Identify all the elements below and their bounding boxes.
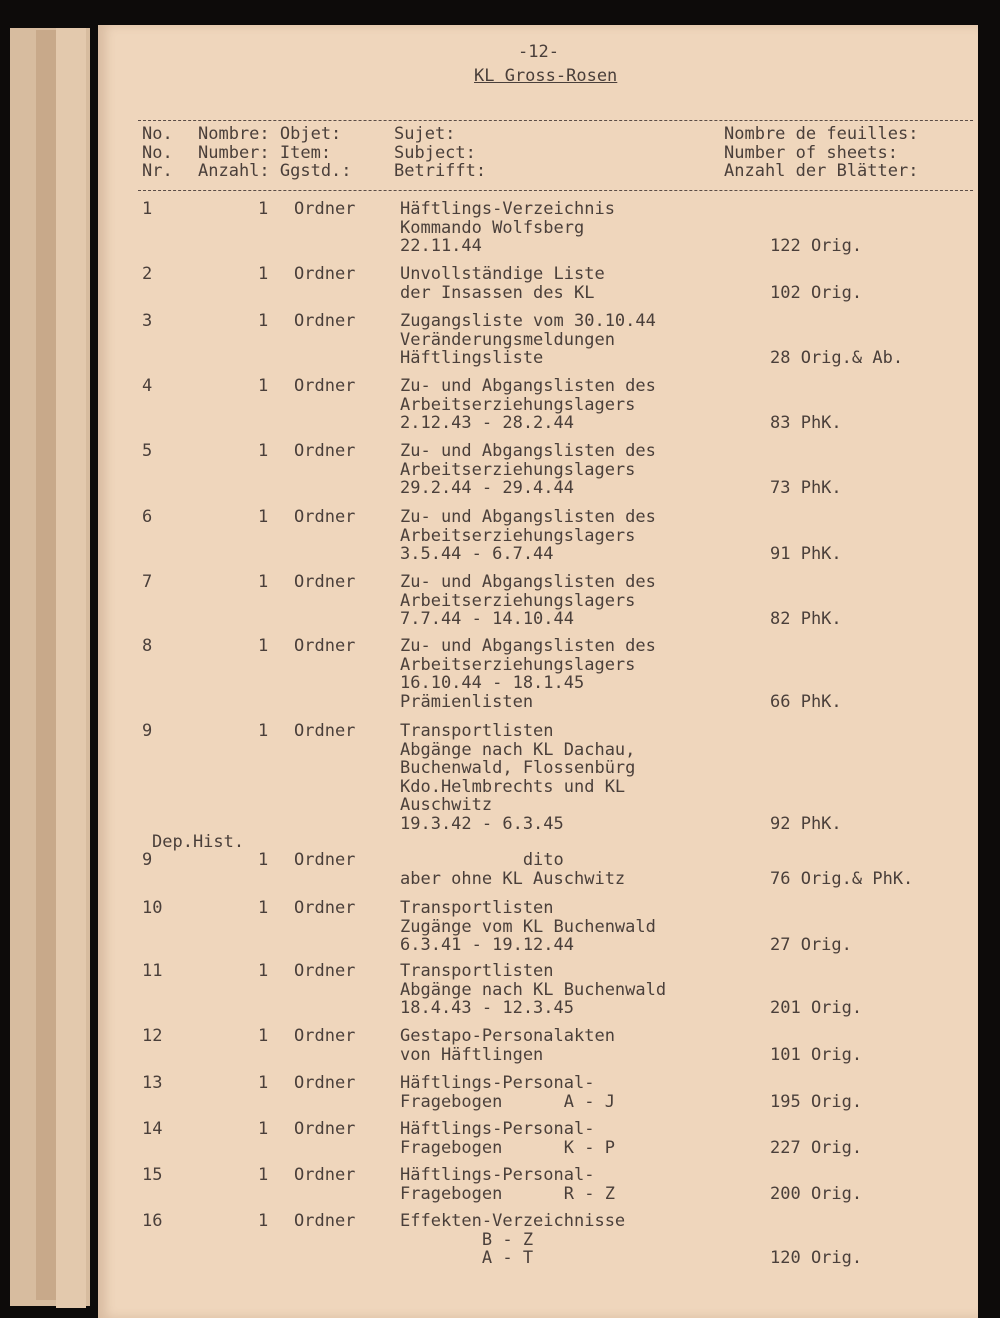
row-number: 16 (142, 1211, 163, 1231)
row-object: Ordner (294, 721, 356, 741)
row-sheets: 91 PhK. (770, 544, 842, 564)
page-edge-light (56, 28, 86, 1308)
row-count: 1 (258, 572, 269, 592)
row-count: 1 (258, 264, 269, 284)
page-number: -12- (518, 42, 559, 62)
row-subject: Zu- und Abgangslisten des Arbeitserziehungslagers 16.10.44 - 18.1.45 Prämienlisten (400, 636, 656, 712)
row-sheets: 195 Orig. (770, 1091, 863, 1112)
row-sheets: 200 Orig. (770, 1183, 863, 1204)
row-count: 1 (258, 850, 269, 870)
row-subject: Zu- und Abgangslisten des Arbeitserziehungslagers 29.2.44 - 29.4.44 (400, 441, 656, 498)
row-subject: Transportlisten Zugänge vom KL Buchenwald 6.3.41 - 19.12.44 (400, 898, 656, 955)
row-subject: Gestapo-Personalakten von Häftlingen (400, 1026, 615, 1065)
row-sheets: 66 PhK. (770, 691, 842, 712)
row-count: 1 (258, 1119, 269, 1139)
row-subject: Effekten-Verzeichnisse B - Z A - T (400, 1211, 626, 1268)
row-object: Ordner (294, 572, 356, 592)
row-sheets: 73 PhK. (770, 478, 842, 498)
row-object: Ordner (294, 898, 356, 918)
row-sheets: 120 Orig. (770, 1248, 863, 1268)
row-object: Ordner (294, 1073, 356, 1093)
row-object: Ordner (294, 376, 356, 396)
row-number: 12 (142, 1026, 163, 1046)
row-number: 11 (142, 961, 163, 981)
row-object: Ordner (294, 1119, 356, 1139)
row-count: 1 (258, 376, 269, 396)
row-object: Ordner (294, 1165, 356, 1185)
row-object: Ordner (294, 636, 356, 656)
row-count: 1 (258, 199, 269, 219)
header-sheets: Nombre de feuilles: Number of sheets: Anzahl der Blätter: (724, 124, 919, 181)
row-subject: Zu- und Abgangslisten des Arbeitserziehungslagers 3.5.44 - 6.7.44 (400, 507, 656, 564)
document-page (98, 25, 978, 1318)
header-count-object: Nombre: Objet: Number: Item: Anzahl: Ggstd.: (198, 124, 352, 181)
row-subject: Häftlings-Personal- Fragebogen K - P (400, 1119, 615, 1158)
header-no: No. No. Nr. (142, 124, 173, 181)
row-number: 14 (142, 1119, 163, 1139)
row-count: 1 (258, 1073, 269, 1093)
row-object: Ordner (294, 1026, 356, 1046)
dep-hist-label: Dep.Hist. (152, 832, 245, 852)
row-sheets: 76 Orig.& PhK. (770, 868, 914, 889)
row-subject: Zu- und Abgangslisten des Arbeitserziehungslagers 7.7.44 - 14.10.44 (400, 572, 656, 629)
row-object: Ordner (294, 850, 356, 870)
row-object: Ordner (294, 1211, 356, 1231)
row-number: 13 (142, 1073, 163, 1093)
row-subject: Unvollständige Liste der Insassen des KL (400, 264, 605, 303)
row-count: 1 (258, 721, 269, 741)
row-number: 1 (142, 199, 153, 219)
header-subject: Sujet: Subject: Betrifft: (394, 124, 487, 181)
row-count: 1 (258, 1211, 269, 1231)
row-object: Ordner (294, 311, 356, 331)
row-number: 4 (142, 376, 153, 396)
row-number: 15 (142, 1165, 163, 1185)
row-number: 10 (142, 898, 163, 918)
row-count: 1 (258, 636, 269, 656)
row-sheets: 28 Orig.& Ab. (770, 348, 904, 368)
row-subject: Transportlisten Abgänge nach KL Dachau, Buchenwald, Flossenbürg Kdo.Helmbrechts und KL Auschwitz 19.3.42 - 6.3.45 (400, 721, 636, 834)
row-subject: Zugangsliste vom 30.10.44 Veränderungsmeldungen Häftlingsliste (400, 311, 656, 368)
row-number: 7 (142, 572, 153, 592)
row-count: 1 (258, 311, 269, 331)
row-subject: Häftlings-Verzeichnis Kommando Wolfsberg 22.11.44 (400, 199, 615, 256)
row-sheets: 82 PhK. (770, 609, 842, 629)
row-object: Ordner (294, 507, 356, 527)
row-object: Ordner (294, 264, 356, 284)
row-sheets: 227 Orig. (770, 1137, 863, 1158)
row-sheets: 92 PhK. (770, 813, 842, 834)
row-number: 5 (142, 441, 153, 461)
row-object: Ordner (294, 961, 356, 981)
row-object: Ordner (294, 199, 356, 219)
row-count: 1 (258, 507, 269, 527)
row-subject: Zu- und Abgangslisten des Arbeitserziehungslagers 2.12.43 - 28.2.44 (400, 376, 656, 433)
header-rule-bottom (138, 190, 973, 191)
row-number: 9 (142, 721, 153, 741)
row-sheets: 83 PhK. (770, 413, 842, 433)
row-sheets: 201 Orig. (770, 998, 863, 1018)
row-sheets: 27 Orig. (770, 935, 852, 955)
row-subject: dito aber ohne KL Auschwitz (400, 850, 626, 889)
row-sheets: 122 Orig. (770, 236, 863, 256)
row-count: 1 (258, 1165, 269, 1185)
row-count: 1 (258, 1026, 269, 1046)
header-rule-top (138, 120, 973, 121)
row-count: 1 (258, 961, 269, 981)
row-subject: Häftlings-Personal- Fragebogen R - Z (400, 1165, 615, 1204)
row-number: 8 (142, 636, 153, 656)
page-title: KL Gross-Rosen (474, 66, 618, 86)
row-subject: Häftlings-Personal- Fragebogen A - J (400, 1073, 615, 1112)
page-edge-shadow (36, 30, 56, 1300)
row-number: 6 (142, 507, 153, 527)
row-number: 3 (142, 311, 153, 331)
row-number: 2 (142, 264, 153, 284)
row-number: 9 (142, 850, 153, 870)
row-subject: Transportlisten Abgänge nach KL Buchenwald 18.4.43 - 12.3.45 (400, 961, 667, 1018)
row-sheets: 102 Orig. (770, 282, 863, 303)
row-object: Ordner (294, 441, 356, 461)
row-sheets: 101 Orig. (770, 1044, 863, 1065)
row-count: 1 (258, 441, 269, 461)
row-count: 1 (258, 898, 269, 918)
